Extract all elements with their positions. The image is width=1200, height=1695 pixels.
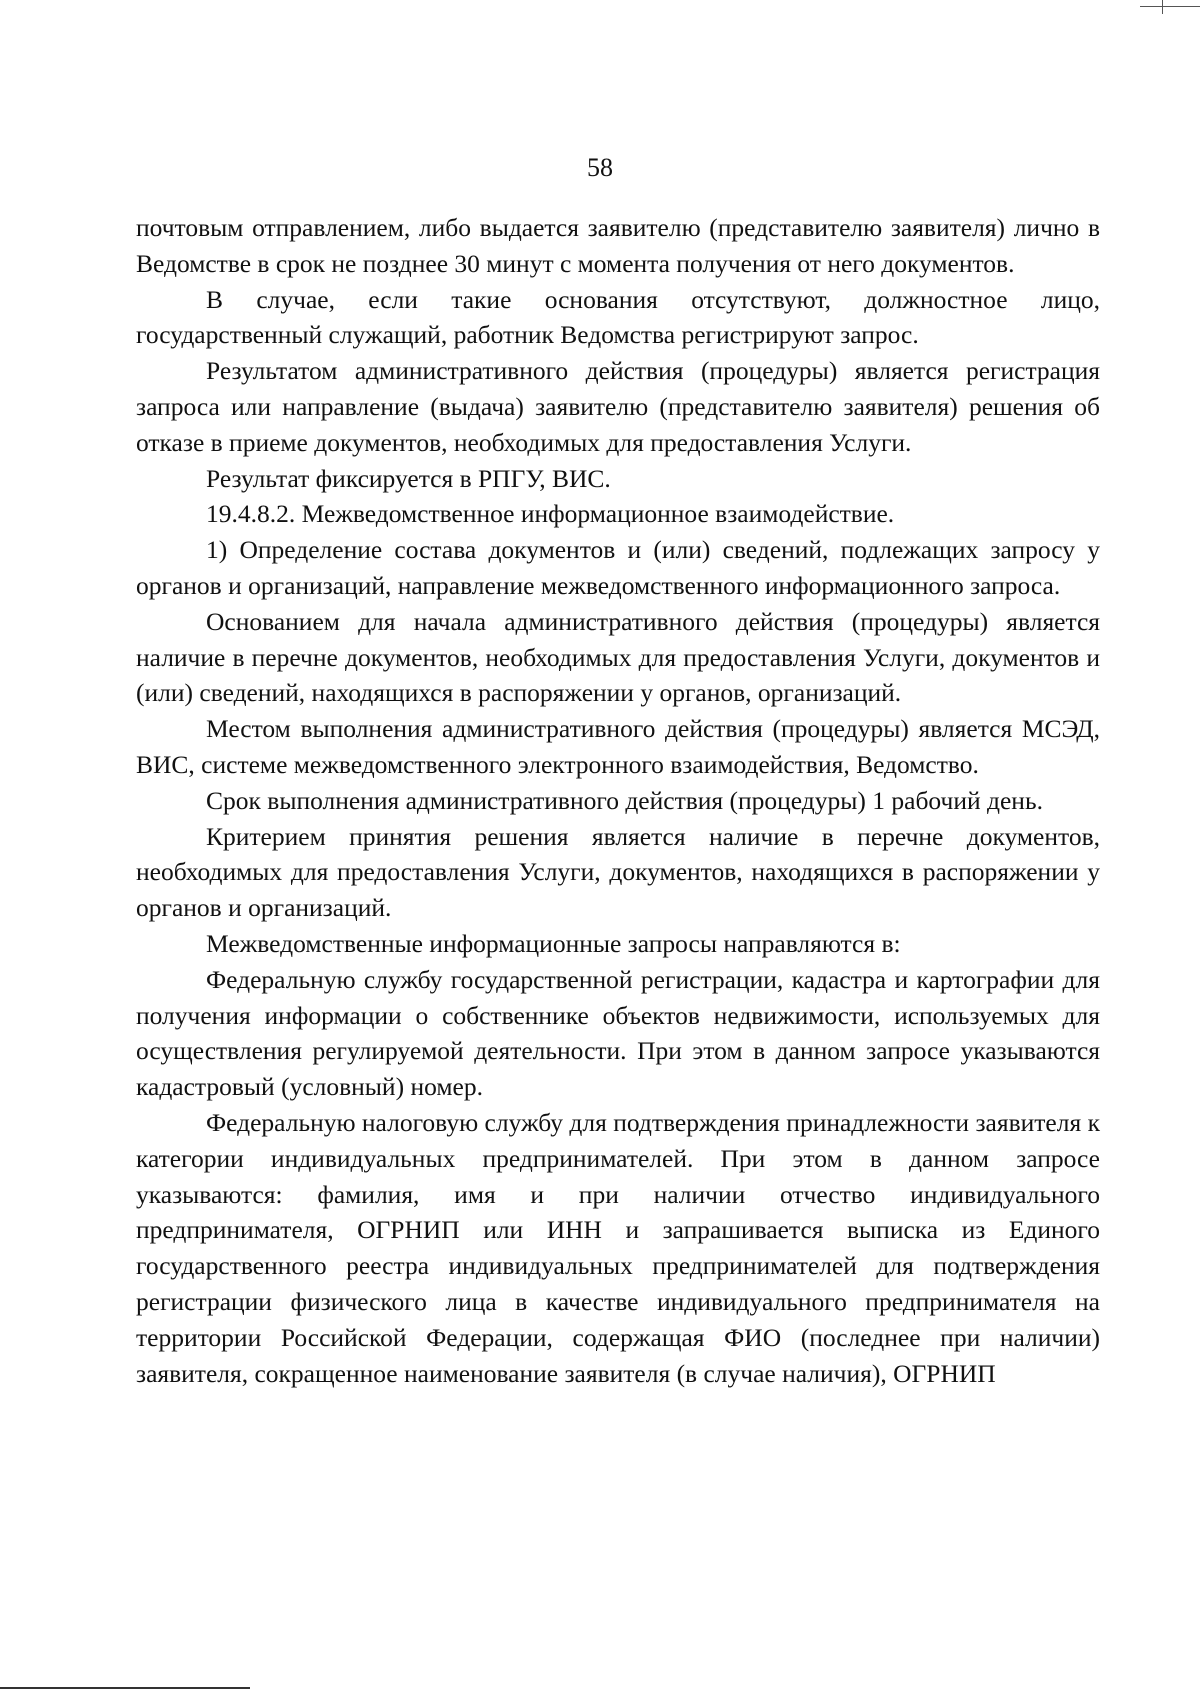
paragraph: В случае, если такие основания отсутствуют, должностное лицо, государственный служащий, работник Ведомства регистрируют запрос. <box>136 284 1100 350</box>
paragraph: Критерием принятия решения является наличие в перечне документов, необходимых для предоставления Услуги, документов, находящихся в распоряжении у органов и организаций. <box>136 821 1100 923</box>
page-number: 58 <box>587 153 613 182</box>
paragraph: Результатом административного действия (процедуры) является регистрация запроса или направление (выдача) заявителю (представителю заявителя) решения об отказе в приеме документов, необходимых для предоставления Услуги. <box>136 356 1100 457</box>
paragraph: Межведомственные информационные запросы направляются в: <box>206 928 901 958</box>
paragraph: Местом выполнения административного действия (процедуры) является МСЭД, ВИС, системе межведомственного электронного взаимодействия, Ведомство. <box>136 714 1100 779</box>
paragraph: Срок выполнения административного действия (процедуры) 1 рабочий день. <box>206 785 1043 815</box>
document-body <box>136 210 1100 1391</box>
paragraph-continuation: почтовым отправлением, либо выдается заявителю (представителю заявителя) лично в Ведомстве в срок не позднее 30 минут с момента получения от него документов. <box>136 213 1100 278</box>
paragraph: Основанием для начала административного действия (процедуры) является наличие в перечне документов, необходимых для предоставления Услуги, документов и (или) сведений, находящихся в распоряжении у органов, организаций. <box>136 606 1100 708</box>
scan-edge-mark-top <box>1140 0 1200 14</box>
paragraph: Федеральную налоговую службу для подтверждения принадлежности заявителя к категории индивидуальных предпринимателей. При этом в данном запросе указываются: фамилия, имя и при наличии отчество индивидуального предпринимателя, ОГРНИП или ИНН и запрашивается выписка из Единого государственного реестра индивидуальных предпринимателей для подтверждения регистрации физического лица в качестве индивидуального предпринимателя на территории Российской Федерации, содержащая ФИО (последнее при наличии) заявителя, сокращенное наименование заявителя (в случае наличия), ОГРНИП <box>136 1107 1100 1388</box>
scan-edge-mark-bottom <box>0 1687 250 1689</box>
paragraph: Результат фиксируется в РПГУ, ВИС. <box>206 463 611 493</box>
paragraph: Федеральную службу государственной регистрации, кадастра и картографии для получения информации о собственнике объектов недвижимости, используемых для осуществления регулируемой деятельности. При этом в данном запросе указываются кадастровый (условный) номер. <box>136 964 1100 1102</box>
section-heading: 19.4.8.2. Межведомственное информационное взаимодействие. <box>206 499 895 529</box>
paragraph: 1) Определение состава документов и (или) сведений, подлежащих запросу у органов и организаций, направление межведомственного информационного запроса. <box>136 535 1100 600</box>
